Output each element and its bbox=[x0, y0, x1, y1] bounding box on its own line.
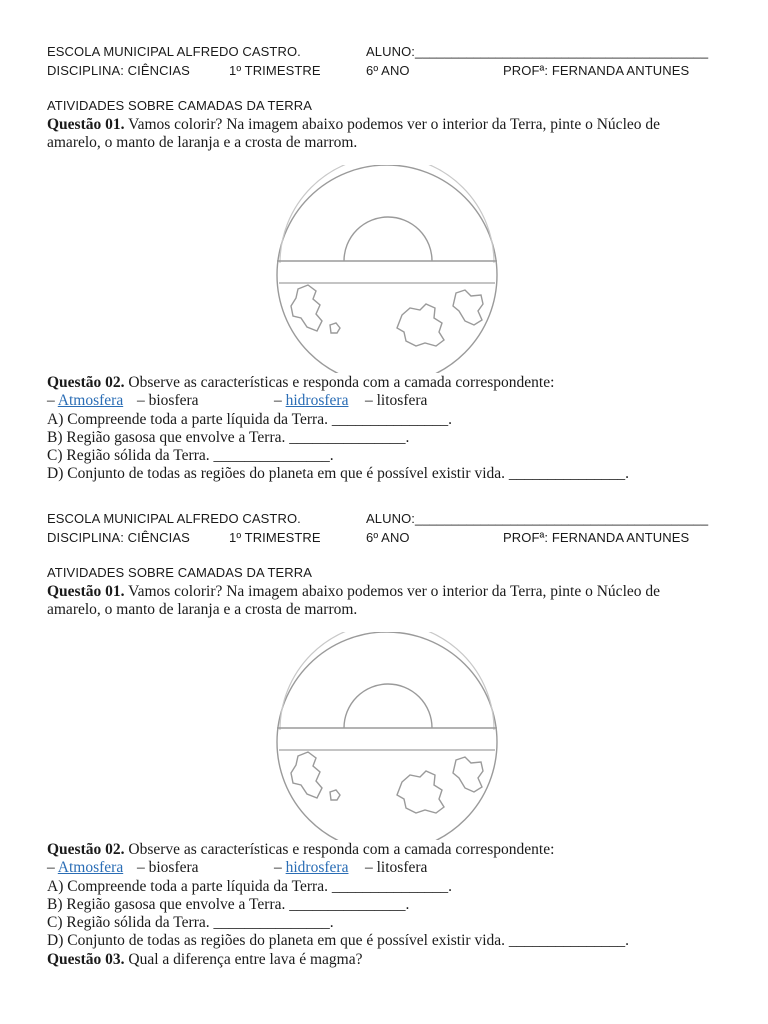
question-1-line-1 bbox=[47, 583, 660, 601]
student-name-field: ALUNO:________________________________________ bbox=[366, 511, 709, 526]
activity-title: ATIVIDADES SOBRE CAMADAS DA TERRA bbox=[47, 98, 313, 113]
option-dash: – bbox=[365, 859, 377, 876]
question-2-item-a: A) Compreende toda a parte líquida da Terra. _______________. bbox=[47, 411, 452, 428]
crust-patch-small bbox=[330, 323, 340, 333]
question-2-item-a: A) Compreende toda a parte líquida da Terra. _______________. bbox=[47, 878, 452, 895]
question-1-text: Vamos colorir? Na imagem abaixo podemos ver o interior da Terra, pinte o Núcleo de bbox=[124, 583, 661, 600]
link-atmosfera[interactable]: Atmosfera bbox=[57, 392, 124, 409]
question-2-item-b: B) Região gasosa que envolve a Terra. _______________. bbox=[47, 429, 410, 446]
core-dome bbox=[344, 684, 432, 728]
question-2-item-c: C) Região sólida da Terra. _______________. bbox=[47, 914, 334, 931]
crust-patch-right bbox=[453, 757, 483, 792]
option-dash: – bbox=[137, 859, 149, 876]
question-1-line-1 bbox=[47, 116, 660, 134]
term-label: 1º TRIMESTRE bbox=[229, 530, 321, 545]
earth-layers-illustration bbox=[268, 165, 506, 373]
student-name-field: ALUNO:________________________________________ bbox=[366, 44, 709, 59]
option-dash: – bbox=[274, 859, 286, 876]
option-biosfera bbox=[137, 392, 199, 410]
option-dash: – bbox=[137, 392, 149, 409]
option-dash: – bbox=[47, 859, 58, 876]
option-litosfera bbox=[365, 392, 427, 410]
question-1-label: Questão 01. bbox=[47, 116, 125, 133]
question-2-item-d: D) Conjunto de todas as regiões do planeta em que é possível existir vida. _______________. bbox=[47, 932, 630, 949]
option-word: litosfera bbox=[376, 859, 428, 876]
question-2-label: Questão 02. bbox=[47, 841, 125, 858]
option-atmosfera bbox=[47, 392, 123, 410]
link-hidrosfera[interactable]: hidrosfera bbox=[285, 392, 349, 409]
option-dash: – bbox=[47, 392, 58, 409]
option-word: biosfera bbox=[148, 859, 199, 876]
crust-patch-left bbox=[291, 752, 322, 798]
question-2-line bbox=[47, 374, 554, 392]
subject-label: DISCIPLINA: CIÊNCIAS bbox=[47, 63, 190, 78]
crust-patch-center bbox=[397, 304, 444, 346]
earth-outer-circle bbox=[277, 632, 497, 840]
atmosphere-arc bbox=[280, 632, 494, 730]
question-2-line bbox=[47, 841, 554, 859]
question-2-text: Observe as características e responda com a camada correspondente: bbox=[124, 374, 555, 391]
question-2-text: Observe as características e responda com a camada correspondente: bbox=[124, 841, 555, 858]
activity-title: ATIVIDADES SOBRE CAMADAS DA TERRA bbox=[47, 565, 313, 580]
option-biosfera bbox=[137, 859, 199, 877]
question-3-label: Questão 03. bbox=[47, 951, 125, 968]
question-3-line bbox=[47, 951, 362, 969]
teacher-label: PROFª: FERNANDA ANTUNES bbox=[503, 530, 690, 545]
crust-patch-right bbox=[453, 290, 483, 325]
question-1-line-2: amarelo, o manto de laranja e a crosta de marrom. bbox=[47, 601, 358, 618]
option-hidrosfera bbox=[274, 392, 348, 410]
option-dash: – bbox=[274, 392, 286, 409]
option-atmosfera bbox=[47, 859, 123, 877]
question-2-item-c: C) Região sólida da Terra. _______________. bbox=[47, 447, 334, 464]
option-hidrosfera bbox=[274, 859, 348, 877]
earth-outer-circle bbox=[277, 165, 497, 373]
question-3-text: Qual a diferença entre lava é magma? bbox=[124, 951, 363, 968]
option-word: litosfera bbox=[376, 392, 428, 409]
teacher-label: PROFª: FERNANDA ANTUNES bbox=[503, 63, 690, 78]
question-2-item-d: D) Conjunto de todas as regiões do planeta em que é possível existir vida. _______________. bbox=[47, 465, 630, 482]
crust-patch-small bbox=[330, 790, 340, 800]
crust-patch-center bbox=[397, 771, 444, 813]
option-word: biosfera bbox=[148, 392, 199, 409]
school-name: ESCOLA MUNICIPAL ALFREDO CASTRO. bbox=[47, 511, 301, 526]
term-label: 1º TRIMESTRE bbox=[229, 63, 321, 78]
core-dome bbox=[344, 217, 432, 261]
question-1-label: Questão 01. bbox=[47, 583, 125, 600]
option-dash: – bbox=[365, 392, 377, 409]
link-hidrosfera[interactable]: hidrosfera bbox=[285, 859, 349, 876]
subject-label: DISCIPLINA: CIÊNCIAS bbox=[47, 530, 190, 545]
option-litosfera bbox=[365, 859, 427, 877]
grade-label: 6º ANO bbox=[366, 530, 410, 545]
earth-layers-illustration bbox=[268, 632, 506, 840]
atmosphere-arc bbox=[280, 165, 494, 263]
school-name: ESCOLA MUNICIPAL ALFREDO CASTRO. bbox=[47, 44, 301, 59]
link-atmosfera[interactable]: Atmosfera bbox=[57, 859, 124, 876]
question-2-label: Questão 02. bbox=[47, 374, 125, 391]
grade-label: 6º ANO bbox=[366, 63, 410, 78]
crust-patch-left bbox=[291, 285, 322, 331]
question-2-item-b: B) Região gasosa que envolve a Terra. _______________. bbox=[47, 896, 410, 913]
question-1-line-2: amarelo, o manto de laranja e a crosta de marrom. bbox=[47, 134, 358, 151]
question-1-text: Vamos colorir? Na imagem abaixo podemos ver o interior da Terra, pinte o Núcleo de bbox=[124, 116, 661, 133]
